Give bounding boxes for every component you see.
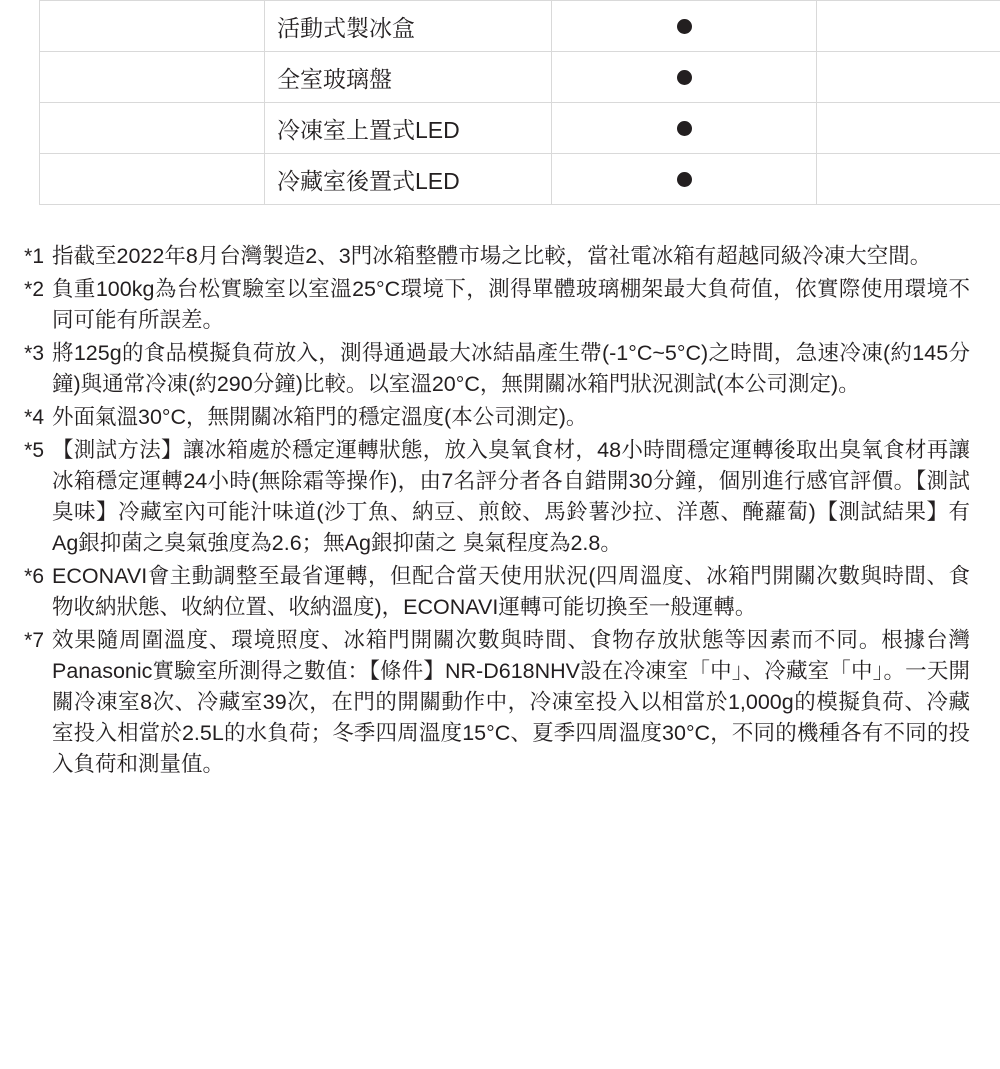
footnote-5 xyxy=(10,435,970,559)
spec-feature-name: 活動式製冰盒 xyxy=(265,1,552,52)
footnotes-section xyxy=(0,241,1000,780)
footnote-text: 外面氣溫30°C，無開關冰箱門的穩定溫度(本公司測定)。 xyxy=(52,405,588,429)
footnote-marker: *1 xyxy=(24,245,44,268)
footnote-text: 效果隨周圍溫度、環境照度、冰箱門開關次數與時間、食物存放狀態等因素而不同。根據台灣Panasonic實驗室所測得之數值：【條件】NR-D618NHV設在冷凍室「中」、冷藏室「中」。一天開關冷凍室8次、冷藏室39次，在門的開關動作中，冷凍室投入以相當於1,000g的模擬負荷、冷藏室投入相當於2.5L的水負荷；冬季四周溫度15°C、夏季四周溫度30°C，不同的機種各有不同的投入負荷和測量值。 xyxy=(52,628,970,776)
table-row xyxy=(40,1,1000,52)
spec-category-cell xyxy=(40,1,265,52)
footnote-7 xyxy=(10,625,970,780)
footnote-text: 將125g的食品模擬負荷放入，測得通過最大冰結晶產生帶(-1°C~5°C)之時間，急速冷凍(約145分鐘)與通常冷凍(約290分鐘)比較。以室溫20°C，無開關冰箱門狀況測試(本公司測定)。 xyxy=(52,341,970,396)
spec-category-cell xyxy=(40,154,265,205)
table-row xyxy=(40,103,1000,154)
spec-feature-name: 冷藏室後置式LED xyxy=(265,154,552,205)
spec-category-cell xyxy=(40,52,265,103)
spec-empty-cell xyxy=(817,1,1000,52)
filled-circle-icon xyxy=(677,19,692,34)
spec-mark-cell xyxy=(552,103,817,154)
footnote-text: ECONAVI會主動調整至最省運轉，但配合當天使用狀況(四周溫度、冰箱門開關次數與時間、食物收納狀態、收納位置、收納溫度)，ECONAVI運轉可能切換至一般運轉。 xyxy=(52,564,970,619)
spec-feature-name: 全室玻璃盤 xyxy=(265,52,552,103)
spec-category-cell xyxy=(40,103,265,154)
spec-empty-cell xyxy=(817,154,1000,205)
table-row xyxy=(40,52,1000,103)
footnote-marker: *3 xyxy=(24,342,44,365)
specification-table xyxy=(39,0,1000,205)
footnote-2 xyxy=(10,274,970,336)
spec-mark-cell xyxy=(552,52,817,103)
spec-feature-name: 冷凍室上置式LED xyxy=(265,103,552,154)
footnote-3 xyxy=(10,338,970,400)
footnote-text: 負重100kg為台松實驗室以室溫25°C環境下，測得單體玻璃棚架最大負荷值，依實際使用環境不同可能有所誤差。 xyxy=(52,277,970,332)
footnote-marker: *5 xyxy=(24,439,44,462)
footnote-marker: *7 xyxy=(24,629,44,652)
spec-table-body xyxy=(40,1,1000,205)
footnote-1 xyxy=(10,241,970,272)
filled-circle-icon xyxy=(677,70,692,85)
filled-circle-icon xyxy=(677,121,692,136)
footnote-text: 【測試方法】讓冰箱處於穩定運轉狀態，放入臭氧食材，48小時間穩定運轉後取出臭氧食材再讓冰箱穩定運轉24小時(無除霜等操作)，由7名評分者各自錯開30分鐘，個別進行感官評價。【測試臭味】冷藏室內可能汁味道(沙丁魚、納豆、煎餃、馬鈴薯沙拉、洋蔥、醃蘿蔔)【測試結果】有Ag銀抑菌之臭氣強度為2.6；無Ag銀抑菌之 臭氣程度為2.8。 xyxy=(52,438,970,555)
footnote-marker: *4 xyxy=(24,406,44,429)
spec-empty-cell xyxy=(817,103,1000,154)
table-row xyxy=(40,154,1000,205)
filled-circle-icon xyxy=(677,172,692,187)
footnote-6 xyxy=(10,561,970,623)
footnote-marker: *6 xyxy=(24,565,44,588)
footnote-4 xyxy=(10,402,970,433)
spec-empty-cell xyxy=(817,52,1000,103)
spec-mark-cell xyxy=(552,1,817,52)
footnote-text: 指截至2022年8月台灣製造2、3門冰箱整體市場之比較，當社電冰箱有超越同級冷凍大空間。 xyxy=(52,244,932,268)
footnote-marker: *2 xyxy=(24,278,44,301)
spec-mark-cell xyxy=(552,154,817,205)
